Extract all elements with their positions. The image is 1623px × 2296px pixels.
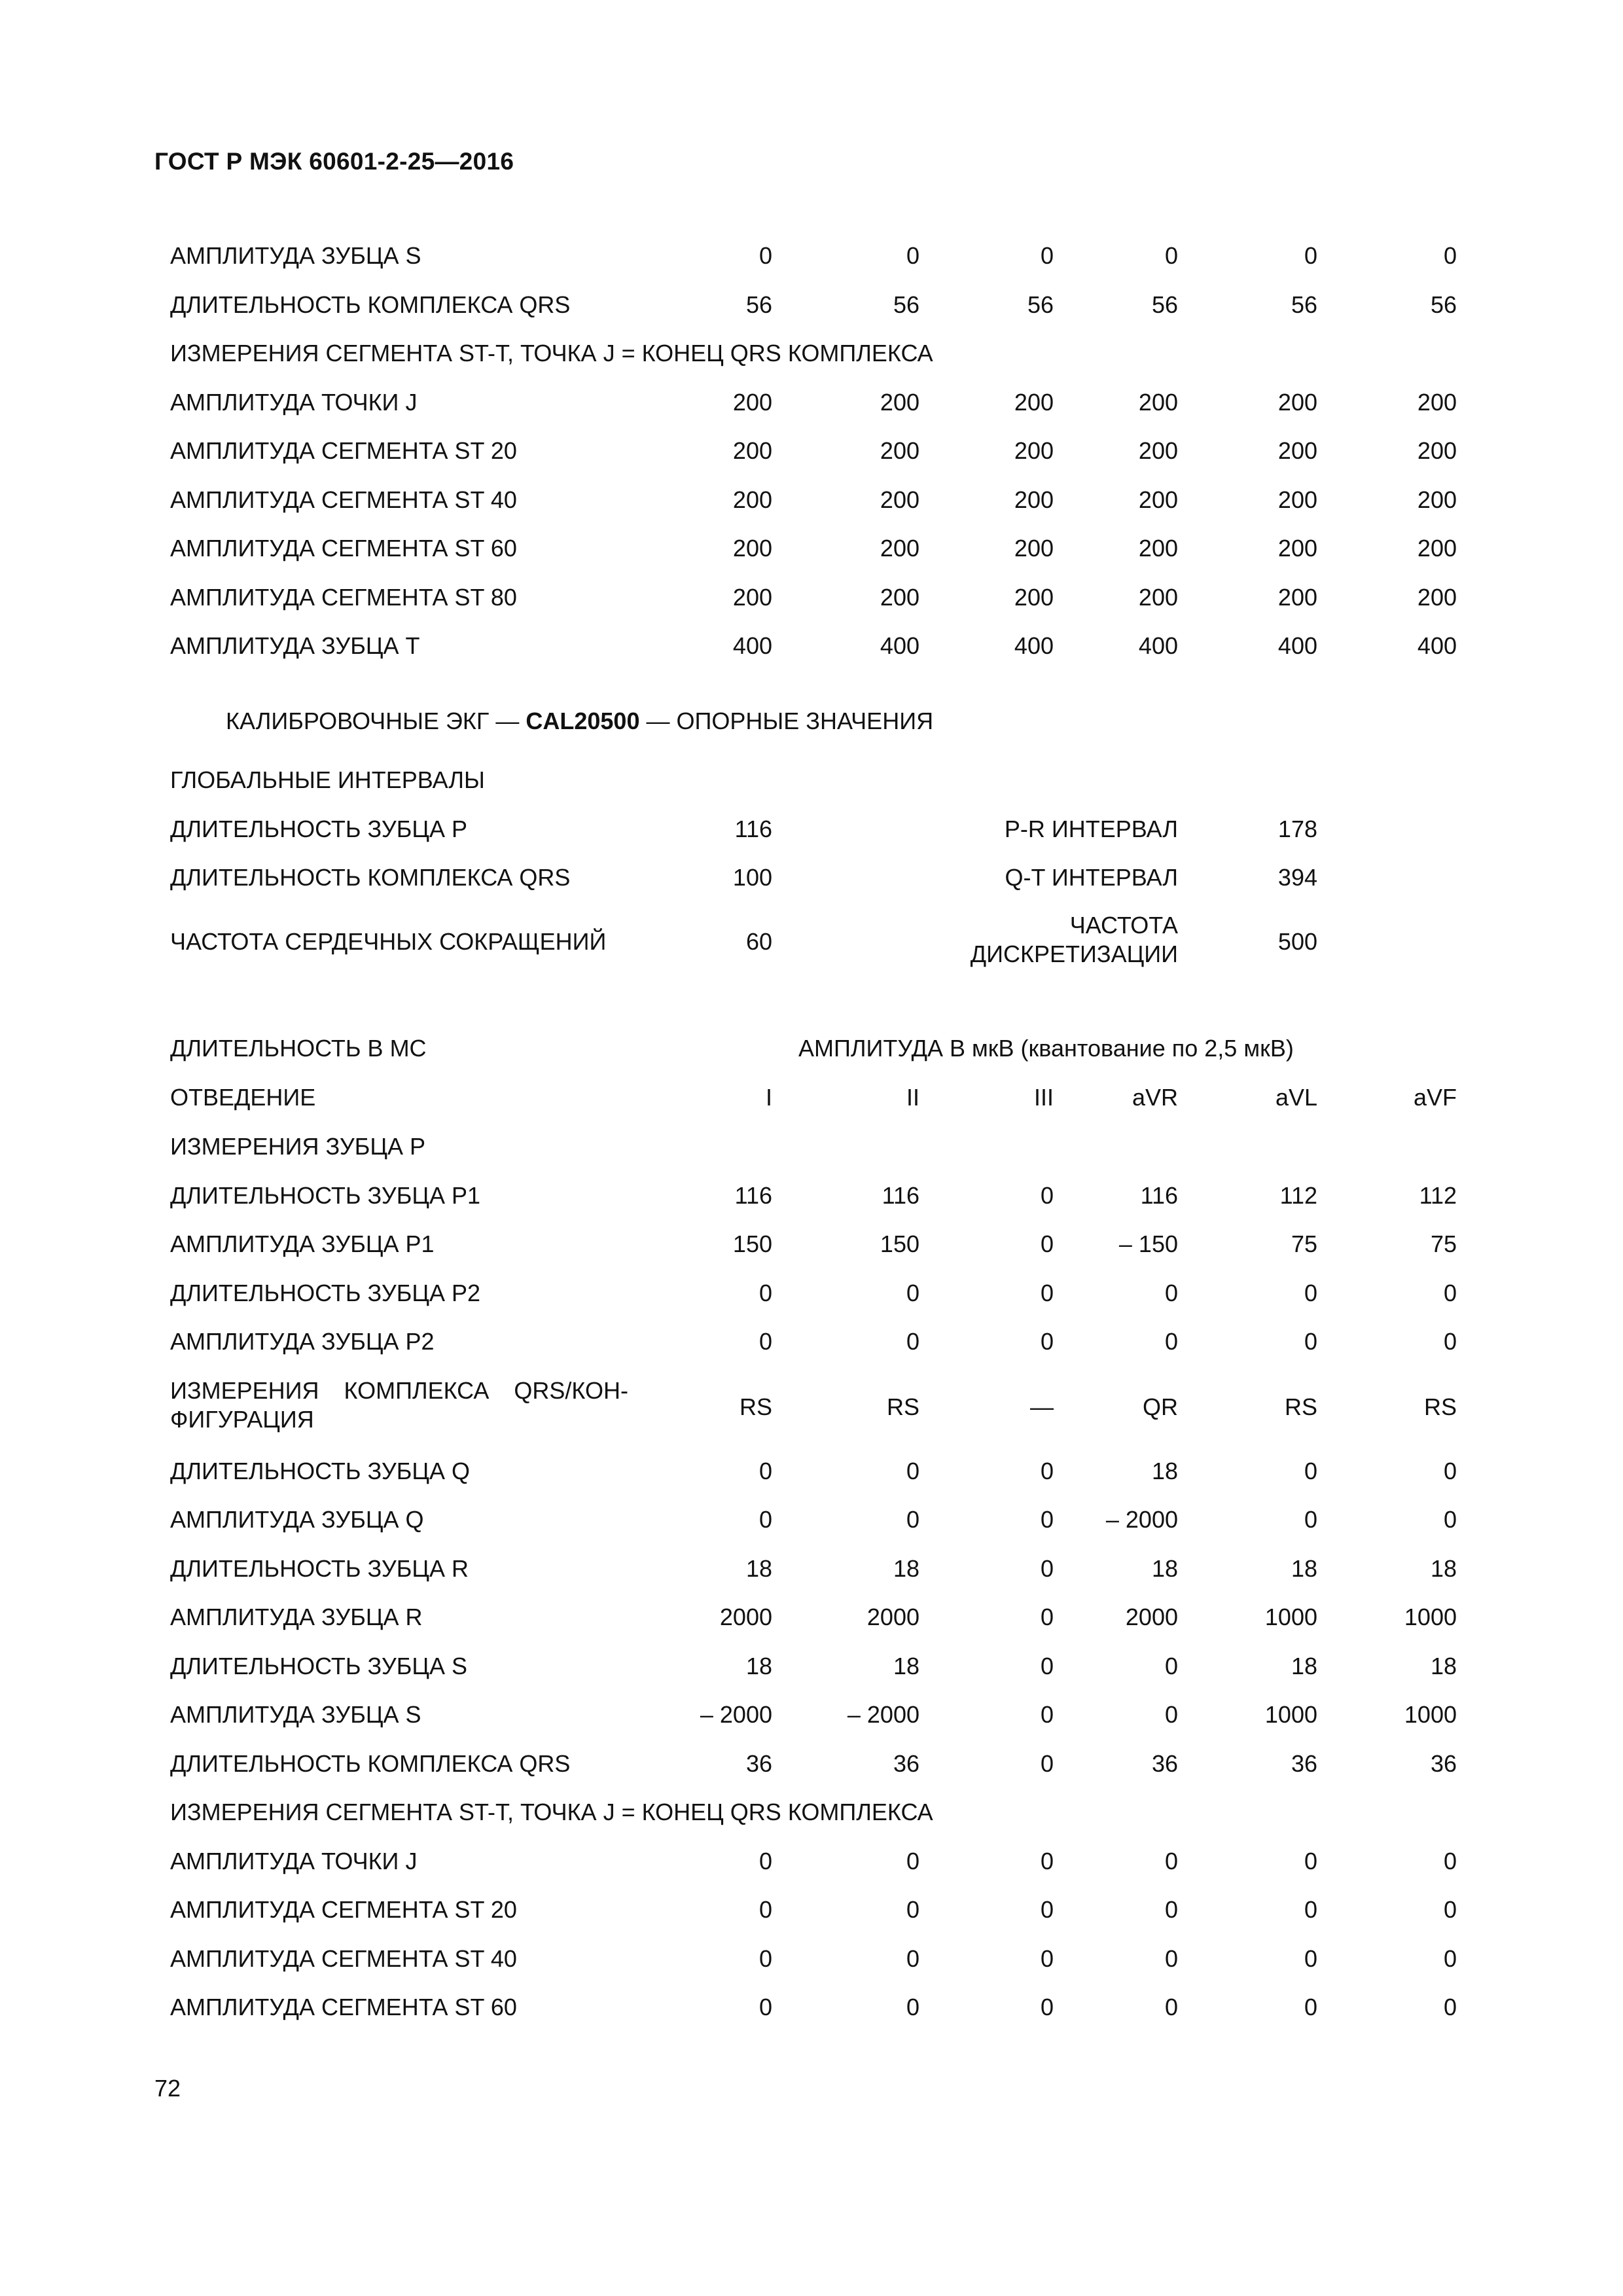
lead-name: I [765,1084,772,1111]
row-value: 200 [880,535,919,562]
row-value: 18 [893,1652,919,1679]
table-row [0,480,1623,520]
row-value: 200 [880,583,919,611]
row-value: 0 [906,1945,919,1972]
table-row [0,1322,1623,1361]
row-value: 56 [745,291,772,318]
row-label: АМПЛИТУДА ЗУБЦА P1 [170,1230,435,1257]
row-value: 18 [1430,1652,1457,1679]
table-row [0,1549,1623,1588]
row-value: 200 [880,486,919,513]
row-value: 0 [1443,1945,1457,1972]
row-value: 0 [1304,1847,1317,1874]
row-value: 36 [1430,1749,1457,1777]
row-label: АМПЛИТУДА СЕГМЕНТА ST 20 [170,1896,517,1923]
row-value: 18 [1430,1554,1457,1582]
lead-name: aVF [1413,1084,1457,1111]
row-label: АМПЛИТУДА СЕГМЕНТА ST 60 [170,1994,517,2020]
lead-name: aVL [1275,1084,1317,1111]
table-row [0,1988,1623,2027]
row-value: 0 [758,1457,772,1484]
row-value: 150 [880,1230,919,1257]
row-value: — [1030,1393,1054,1420]
row-value: 200 [880,388,919,416]
table-row [0,1452,1623,1491]
row-label: ДЛИТЕЛЬНОСТЬ КОМПЛЕКСА QRS [170,1749,571,1777]
row-label: АМПЛИТУДА ЗУБЦА R [170,1604,423,1630]
table-row [0,1842,1623,1881]
row-value: 56 [1027,291,1054,318]
duration-units-label: ДЛИТЕЛЬНОСТЬ В МС [170,1035,427,1062]
row-value: 200 [1277,437,1317,464]
row-value: 200 [1014,486,1054,513]
row-label: ДЛИТЕЛЬНОСТЬ ЗУБЦА S [170,1652,468,1679]
row-value: 116 [882,1181,919,1209]
page-number: 72 [154,2075,181,2102]
row-label: АМПЛИТУДА СЕГМЕНТА ST 80 [170,583,517,611]
row-value: 0 [1443,1457,1457,1484]
row-value: 18 [893,1554,919,1582]
row-value: 36 [1291,1749,1317,1777]
row-value: 200 [1138,437,1178,464]
row-value: 0 [1040,1457,1054,1484]
row-value: 200 [1417,486,1457,513]
row-value: QR [1143,1393,1178,1420]
row-value: 36 [1151,1749,1178,1777]
row-value: 0 [758,1506,772,1533]
row-value: 0 [1164,1896,1178,1923]
table-row [0,1176,1623,1215]
row-value: 0 [1040,1896,1054,1923]
table-row [0,285,1623,325]
amplitude-units-label: АМПЛИТУДА В мкВ (квантование по 2,5 мкВ) [798,1035,1294,1062]
row-value: 200 [1138,388,1178,416]
row-value: 0 [1164,1279,1178,1306]
row-label: ДЛИТЕЛЬНОСТЬ ЗУБЦА P1 [170,1181,481,1209]
row-value: 0 [906,1279,919,1306]
row-value: 0 [906,1847,919,1874]
row-value: 0 [1164,1994,1178,2020]
lead-name: aVR [1132,1084,1178,1111]
row-value: 0 [758,1994,772,2020]
row-value: 1000 [1264,1604,1317,1630]
row-value: 400 [1138,632,1178,659]
row-label: ДЛИТЕЛЬНОСТЬ ЗУБЦА P2 [170,1279,481,1306]
row-value: 0 [1304,242,1317,269]
row-value: 18 [745,1554,772,1582]
row-value: 150 [732,1230,772,1257]
row-value: 0 [1040,1506,1054,1533]
row-value: 75 [1291,1230,1317,1257]
global-row-mid-label: Q-T ИНТЕРВАЛ [1005,864,1178,891]
row-label: ДЛИТЕЛЬНОСТЬ КОМПЛЕКСА QRS [170,291,571,318]
row-value: 0 [1164,242,1178,269]
row-label: АМПЛИТУДА СЕГМЕНТА ST 20 [170,437,517,464]
row-value: 400 [1277,632,1317,659]
global-intervals-heading: ГЛОБАЛЬНЫЕ ИНТЕРВАЛЫ [170,766,485,793]
row-value: 0 [1040,1279,1054,1306]
row-label: ИЗМЕРЕНИЯ КОМПЛЕКСА QRS/КОН-ФИГУРАЦИЯ [170,1376,628,1433]
global-row-value: 100 [732,864,772,891]
table-row [0,529,1623,568]
row-value: 0 [1304,1994,1317,2020]
row-value: 36 [745,1749,772,1777]
row-value: 56 [893,291,919,318]
row-label: АМПЛИТУДА ЗУБЦА P2 [170,1328,435,1355]
global-row-label: ЧАСТОТА СЕРДЕЧНЫХ СОКРАЩЕНИЙ [170,928,607,955]
row-value: 200 [1417,535,1457,562]
table-row [0,1127,1623,1166]
row-value: 0 [1304,1457,1317,1484]
row-value: 200 [732,486,772,513]
row-value: RS [886,1393,919,1420]
row-value: 18 [745,1652,772,1679]
row-label: ИЗМЕРЕНИЯ СЕГМЕНТА ST-T, ТОЧКА J = КОНЕЦ QRS КОМПЛЕКСА [170,340,933,367]
row-value: 18 [1151,1457,1178,1484]
row-label: ИЗМЕРЕНИЯ ЗУБЦА P [170,1133,426,1160]
row-value: 200 [1014,583,1054,611]
global-row-value: 60 [745,928,772,955]
row-value: 0 [1443,1328,1457,1355]
lead-header-row [0,1078,1623,1117]
table-row [0,1371,1623,1443]
row-value: 0 [1040,1604,1054,1630]
table-caption-row [0,702,1623,741]
row-value: 0 [906,1457,919,1484]
row-value: – 2000 [847,1701,919,1728]
row-value: – 150 [1118,1230,1178,1257]
row-value: 200 [1277,583,1317,611]
row-value: 200 [1417,437,1457,464]
row-label: АМПЛИТУДА ЗУБЦА T [170,632,420,659]
row-value: 200 [1138,486,1178,513]
caption-code: CAL20500 [526,708,640,734]
row-value: 200 [732,388,772,416]
row-value: 400 [1014,632,1054,659]
row-value: 200 [732,437,772,464]
row-label: АМПЛИТУДА СЕГМЕНТА ST 40 [170,486,517,513]
row-value: 116 [734,1181,772,1209]
global-row [0,810,1623,849]
table-row [0,334,1623,373]
row-label: ИЗМЕРЕНИЯ СЕГМЕНТА ST-T, ТОЧКА J = КОНЕЦ QRS КОМПЛЕКСА [170,1799,933,1825]
global-row-label: ДЛИТЕЛЬНОСТЬ ЗУБЦА P [170,816,468,842]
row-value: 0 [758,1847,772,1874]
row-value: 0 [906,1896,919,1923]
table-row [0,236,1623,276]
global-row-mid-label: P-R ИНТЕРВАЛ [1004,816,1178,842]
row-value: – 2000 [1105,1506,1178,1533]
row-value: 0 [1040,1554,1054,1582]
row-value: 0 [1443,1279,1457,1306]
caption-prefix: КАЛИБРОВОЧНЫЕ ЭКГ — [226,708,526,734]
row-value: 1000 [1404,1604,1457,1630]
row-value: 200 [1138,535,1178,562]
row-label: АМПЛИТУДА СЕГМЕНТА ST 40 [170,1945,517,1972]
global-row-mid-value: 500 [1277,928,1317,955]
row-value: 0 [758,1945,772,1972]
row-value: 56 [1151,291,1178,318]
table-row [0,1939,1623,1979]
row-value: 0 [1040,1945,1054,1972]
table-row [0,1744,1623,1784]
row-label: АМПЛИТУДА ЗУБЦА Q [170,1506,424,1533]
row-value: 0 [1304,1896,1317,1923]
row-value: 0 [758,1279,772,1306]
table-row [0,1274,1623,1313]
row-value: 0 [1040,1701,1054,1728]
row-value: 75 [1430,1230,1457,1257]
table-row [0,1890,1623,1929]
global-row [0,858,1623,897]
row-value: 0 [1443,242,1457,269]
row-value: 200 [1014,437,1054,464]
row-value: 0 [1040,1847,1054,1874]
table-row [0,1598,1623,1637]
table-row [0,626,1623,666]
global-row-mid-value: 394 [1277,864,1317,891]
row-value: 112 [1419,1181,1457,1209]
row-value: 200 [1014,535,1054,562]
row-label: АМПЛИТУДА СЕГМЕНТА ST 60 [170,535,517,562]
global-intervals-heading-row [0,761,1623,800]
row-value: 0 [1304,1945,1317,1972]
row-value: 0 [758,1896,772,1923]
row-value: 0 [1164,1652,1178,1679]
row-label: АМПЛИТУДА ТОЧКИ J [170,388,418,416]
table-caption [226,702,933,741]
lead-name: III [1033,1084,1054,1111]
global-row-value: 116 [734,816,772,842]
row-value: 56 [1291,291,1317,318]
row-value: 0 [1040,1652,1054,1679]
row-value: 18 [1291,1652,1317,1679]
row-value: 200 [1277,535,1317,562]
row-value: 56 [1430,291,1457,318]
row-value: 0 [1443,1847,1457,1874]
row-value: 2000 [719,1604,772,1630]
row-value: 200 [1417,388,1457,416]
row-value: RS [1423,1393,1457,1420]
row-label: ДЛИТЕЛЬНОСТЬ ЗУБЦА Q [170,1457,471,1484]
table-row [0,1647,1623,1686]
table-row [0,1500,1623,1539]
row-value: 0 [758,242,772,269]
row-value: 0 [1164,1847,1178,1874]
lead-label: ОТВЕДЕНИЕ [170,1084,316,1111]
table-row [0,383,1623,422]
global-row [0,906,1623,978]
row-value: 0 [906,1506,919,1533]
row-value: 0 [906,242,919,269]
table-row [0,431,1623,471]
global-row-mid-value: 178 [1277,816,1317,842]
row-value: 0 [1164,1328,1178,1355]
units-header-row [0,1029,1623,1068]
row-value: 2000 [1125,1604,1178,1630]
table-row [0,1793,1623,1832]
table-row [0,1225,1623,1264]
row-value: 200 [732,535,772,562]
global-row-label: ДЛИТЕЛЬНОСТЬ КОМПЛЕКСА QRS [170,864,571,891]
row-value: 18 [1291,1554,1317,1582]
row-value: 0 [1040,242,1054,269]
row-value: 0 [758,1328,772,1355]
row-label: ДЛИТЕЛЬНОСТЬ ЗУБЦА R [170,1554,469,1582]
row-value: 0 [906,1328,919,1355]
row-value: 0 [1040,1749,1054,1777]
row-label: АМПЛИТУДА ЗУБЦА S [170,242,421,269]
row-value: 0 [1443,1506,1457,1533]
row-value: 0 [1040,1230,1054,1257]
row-value: RS [1284,1393,1317,1420]
table-row [0,578,1623,617]
row-label: АМПЛИТУДА ТОЧКИ J [170,1847,418,1874]
row-value: 200 [880,437,919,464]
row-value: 0 [1040,1994,1054,2020]
row-value: 0 [1164,1701,1178,1728]
table-row [0,1695,1623,1734]
row-value: 200 [1417,583,1457,611]
row-value: 0 [1443,1896,1457,1923]
row-value: 200 [1277,388,1317,416]
row-value: 116 [1140,1181,1178,1209]
row-value: 0 [1304,1328,1317,1355]
row-value: 400 [880,632,919,659]
row-value: RS [739,1393,772,1420]
row-value: 0 [1040,1181,1054,1209]
row-value: 0 [1040,1328,1054,1355]
row-label: АМПЛИТУДА ЗУБЦА S [170,1701,421,1728]
document-header: ГОСТ Р МЭК 60601-2-25—2016 [154,148,514,175]
row-value: 18 [1151,1554,1178,1582]
row-value: 200 [732,583,772,611]
row-value: 400 [732,632,772,659]
lead-name: II [906,1084,919,1111]
row-value: 200 [1138,583,1178,611]
row-value: 1000 [1404,1701,1457,1728]
row-value: 400 [1417,632,1457,659]
row-value: 36 [893,1749,919,1777]
row-value: 0 [1443,1994,1457,2020]
row-value: 200 [1014,388,1054,416]
caption-suffix: — ОПОРНЫЕ ЗНАЧЕНИЯ [639,708,934,734]
row-value: 1000 [1264,1701,1317,1728]
row-value: 200 [1277,486,1317,513]
row-value: 2000 [866,1604,919,1630]
row-value: 112 [1279,1181,1317,1209]
row-value: 0 [1304,1506,1317,1533]
row-value: 0 [906,1994,919,2020]
row-value: – 2000 [700,1701,772,1728]
global-row-mid-label: ЧАСТОТА ДИСКРЕТИЗАЦИИ [970,912,1178,967]
row-value: 0 [1164,1945,1178,1972]
row-value: 0 [1304,1279,1317,1306]
